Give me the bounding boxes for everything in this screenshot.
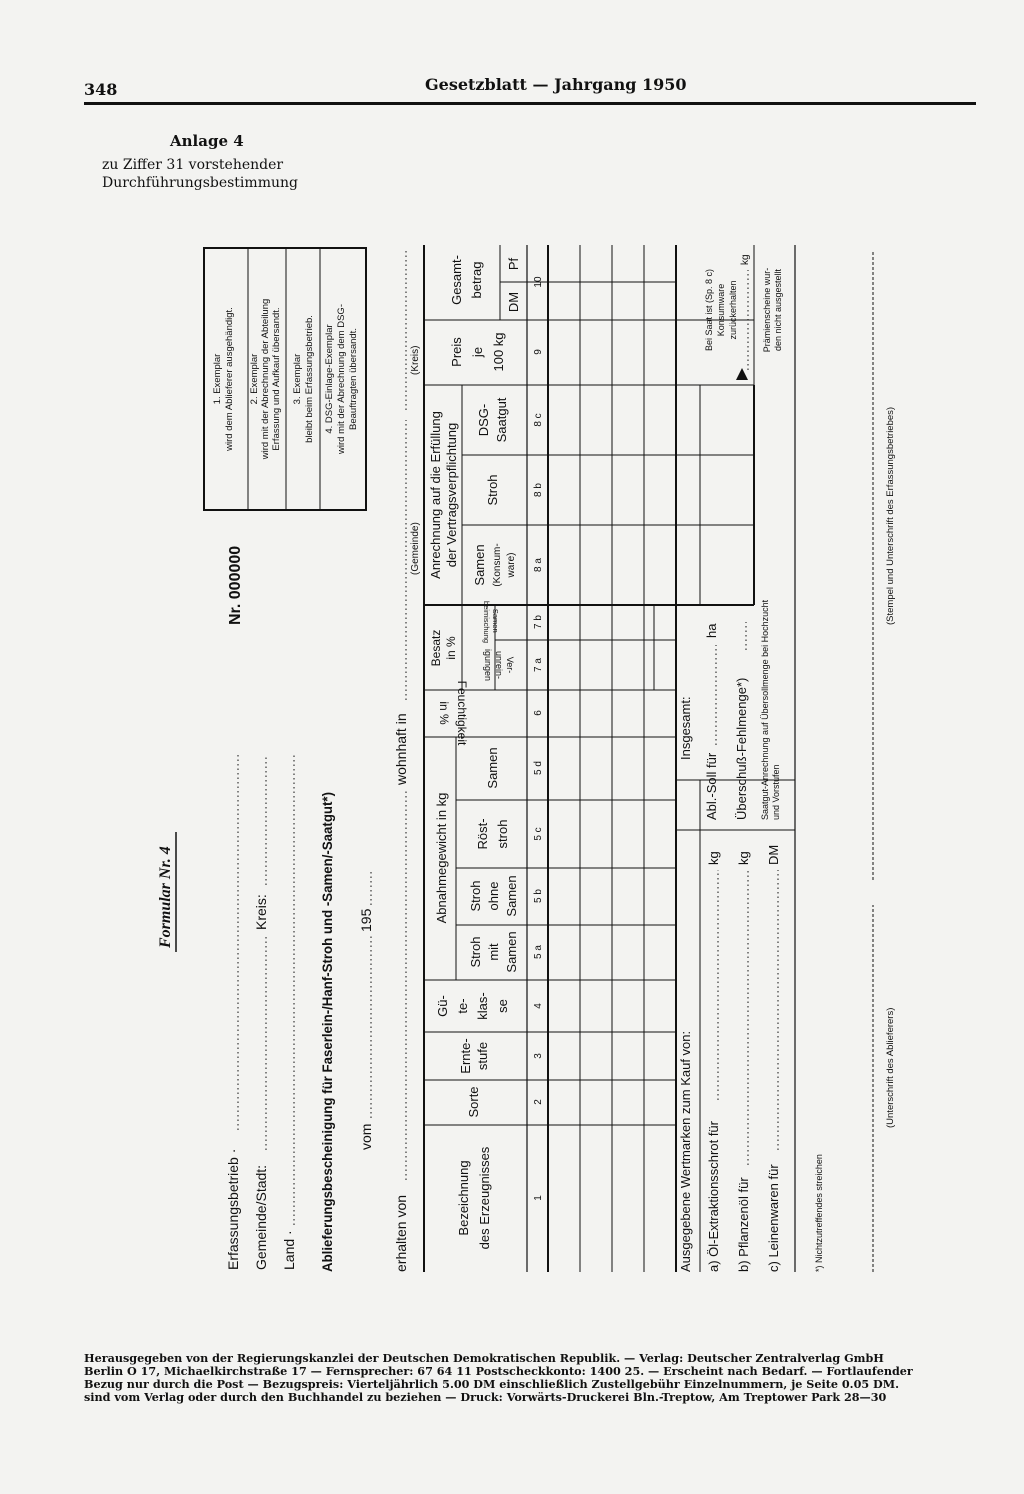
hdr-feuchtigkeit-2: in % [437,701,451,725]
copy-1-title: 1. Exemplar [212,353,223,405]
hdr-bezeichnung-1: Bezeichnung [456,1160,471,1236]
field-erhalten-von: erhalten von [393,1194,409,1272]
wertmarken-c-unit: DM [766,844,781,865]
hdr-preis-2: je [470,346,485,358]
abl-soll: Abl.-Soll für [704,752,719,820]
hdr-roeststroh-2: stroh [495,819,510,849]
field-vom: vom [358,1123,374,1150]
col-num: 5 a [533,945,544,959]
hdr-erntestufe-1: Ernte- [458,1038,473,1074]
note-line-1: Bei Saat ist (Sp. 8 c) [704,268,714,352]
hdr-verunreinigungen-1: Ver- [505,656,515,674]
signature-left: (Unterschrift des Ablieferers) [885,1007,896,1128]
nr-label: Nr. 000000 [227,545,244,625]
col-num: 7 a [533,658,544,672]
field-wohnhaft-in: wohnhaft in [393,713,409,785]
footnote: *) Nichtzutreffendes streichen [814,1154,824,1272]
hdr-guete-3: klas- [475,992,490,1020]
col-num: 5 b [533,889,544,903]
hdr-feuchtigkeit-1: Feuchtigkeit [455,680,469,746]
hdr-sorte: Sorte [466,1086,481,1118]
copy-3-title: 3. Exemplar [292,353,303,405]
form-title: Ablieferungsbescheinigung für Faserlein-/Hanf-Stroh und -Samen/-Saatgut*) [319,764,335,1272]
col-num: 1 [533,1195,544,1201]
field-erfassungsbetrieb: Erfassungsbetrieb · [225,1148,241,1270]
caption-gemeinde: (Gemeinde) [410,522,421,575]
wertmarken-b-unit: kg [736,851,751,865]
note-unit: kg [740,254,751,265]
col-num: 10 [533,276,544,288]
copy-4-text-1: wird mit der Abrechnung dem DSG- [336,304,347,454]
hdr-samen-konsum-2: (Konsum- [492,543,503,587]
note-line-5: den nicht ausgestellt [773,268,783,352]
hdr-roeststroh-1: Röst- [475,818,490,850]
ueberschuss-fehlmenge: Überschuß-Fehlmenge*) [734,677,749,820]
col-num: 7 b [533,615,544,629]
note-line-2: Konsumware [716,283,726,337]
hdr-preis-1: Preis [449,337,464,367]
page-number: 348 [84,80,118,99]
hdr-stroh-ohne-1: Stroh [468,880,483,912]
caption-kreis: (Kreis) [410,345,421,375]
col-num: 3 [533,1053,544,1059]
hdr-gesamtbetrag-1: Gesamt- [449,255,464,305]
copy-4-text-2: Beauftragten übersandt. [348,328,359,430]
wertmarken-c: c) Leinenwaren für [766,1164,781,1272]
hdr-dm: DM [506,291,521,313]
hdr-samen-konsum-3: ware) [506,552,517,578]
field-land: Land · [281,1230,297,1270]
hdr-guete-2: te- [455,998,470,1014]
hdr-stroh-mit-3: Samen [504,931,519,973]
wertmarken-a: a) Öl-Extraktionsschrot für [706,1121,721,1272]
hdr-erntestufe-2: stufe [475,1041,490,1071]
hdr-guete-4: se [495,999,510,1013]
note-line-4: Prämienscheine wur- [762,267,772,353]
col-num: 4 [533,1003,544,1009]
hdr-dsg-saatgut-2: Saatgut [494,397,509,443]
hdr-samen-konsum-1: Samen [472,544,487,586]
col-num: 6 [533,710,544,716]
hdr-stroh-ohne-2: ohne [486,881,501,911]
attachment-line-2: Durchführungsbestimmung [102,175,298,191]
copy-4-title: 4. DSG-Einlage-Exemplar [324,324,335,434]
arrow-marker-icon [736,368,748,380]
journal-title: Gesetzblatt — Jahrgang 1950 [425,75,687,94]
copy-3-text: bleibt beim Erfassungsbetrieb. [304,315,315,443]
col-num: 5 c [533,827,544,841]
footer-line-2: Berlin O 17, Michaelkirchstraße 17 — Fernsprecher: 67 64 11 Postscheckkonto: 1400 25. — Erscheint nach Bedarf. — Fortlaufender [84,1365,913,1378]
wertmarken-title: Ausgegebene Wertmarken zum Kauf von: [678,1030,693,1272]
insgesamt-title: Insgesamt: [678,696,693,760]
col-num: 8 c [533,413,544,427]
hdr-anrechnung-2: der Vertragsverpflichtung [444,422,459,568]
field-kreis: Kreis: [253,894,269,930]
hdr-stroh-mit-1: Stroh [468,936,483,968]
hdr-anrechnung-1: Anrechnung auf die Erfüllung [428,411,443,579]
abl-soll-unit: ha [704,623,719,638]
hdr-samenbeimischung-1: Samen- [491,608,500,636]
hdr-bezeichnung-2: des Erzeugnisses [477,1146,492,1250]
note-line-3: zurückerhalten [728,280,738,340]
hdr-dsg-saatgut-1: DSG- [476,403,491,437]
copy-2-text-2: Erfassung und Aufkauf übersandt. [271,307,282,451]
hdr-gesamtbetrag-2: betrag [469,261,484,299]
footer-line-1: Herausgegeben von der Regierungskanzlei der Deutschen Demokratischen Republik. — Verlag: Deutscher Zentralverlag GmbH [84,1352,884,1365]
formular-label: Formular Nr. 4 [157,846,174,948]
field-year: 195 [358,908,374,932]
copy-2-title: 2. Exemplar [249,353,260,405]
signature-right: (Stempel und Unterschrift des Erfassungsbetriebes) [885,406,896,625]
col-num: 9 [533,349,544,355]
hdr-stroh-mit-2: mit [486,943,501,961]
copy-2-text-1: wird mit der Abrechnung der Abteilung [260,298,271,460]
col-num: 2 [533,1099,544,1105]
attachment-line-1: zu Ziffer 31 vorstehender [102,157,284,173]
col-num: 5 d [533,761,544,775]
publisher-footer [84,1352,979,1404]
hdr-verunreinigungen-2: unrein- [494,650,504,680]
col-num: 8 a [533,558,544,572]
footer-line-4: sind vom Verlag oder durch den Buchhandel zu beziehen — Druck: Vorwärts-Druckerei Bln.-Treptow, Am Treptower Park 28—30 [84,1391,887,1404]
footer-line-3: Bezug nur durch die Post — Bezugspreis: Vierteljährlich 5.00 DM einschließlich Zustellgebühr Einzelnummern, je Seite 0.05 DM. [84,1378,900,1391]
hdr-verunreinigungen-3: igungen [483,648,493,682]
hdr-guete-1: Gü- [435,995,450,1017]
wertmarken-b: b) Pflanzenöl für [736,1177,751,1272]
hdr-stroh-ohne-3: Samen [504,875,519,917]
hdr-pf: Pf [506,257,521,271]
col-num: 8 b [533,483,544,497]
attachment-title: Anlage 4 [170,132,244,150]
wertmarken-a-unit: kg [706,851,721,865]
hdr-samenbeimischung-2: beimischung [482,600,491,644]
saatgut-anrechnung-1: Saatgut-Anrechnung auf Übersollmenge bei Hochzucht [760,599,770,820]
hdr-preis-3: 100 kg [491,332,506,372]
hdr-abnahmegewicht: Abnahmegewicht in kg [434,792,449,924]
hdr-besatz-2: in % [444,636,458,660]
hdr-samen: Samen [485,747,500,789]
hdr-stroh: Stroh [485,474,500,506]
saatgut-anrechnung-2: und Vorstufen [771,764,781,820]
copy-1-text: wird dem Ablieferer ausgehändigt. [224,307,235,451]
hdr-besatz-1: Besatz [429,629,443,667]
field-gemeinde-stadt: Gemeinde/Stadt: [253,1164,269,1270]
